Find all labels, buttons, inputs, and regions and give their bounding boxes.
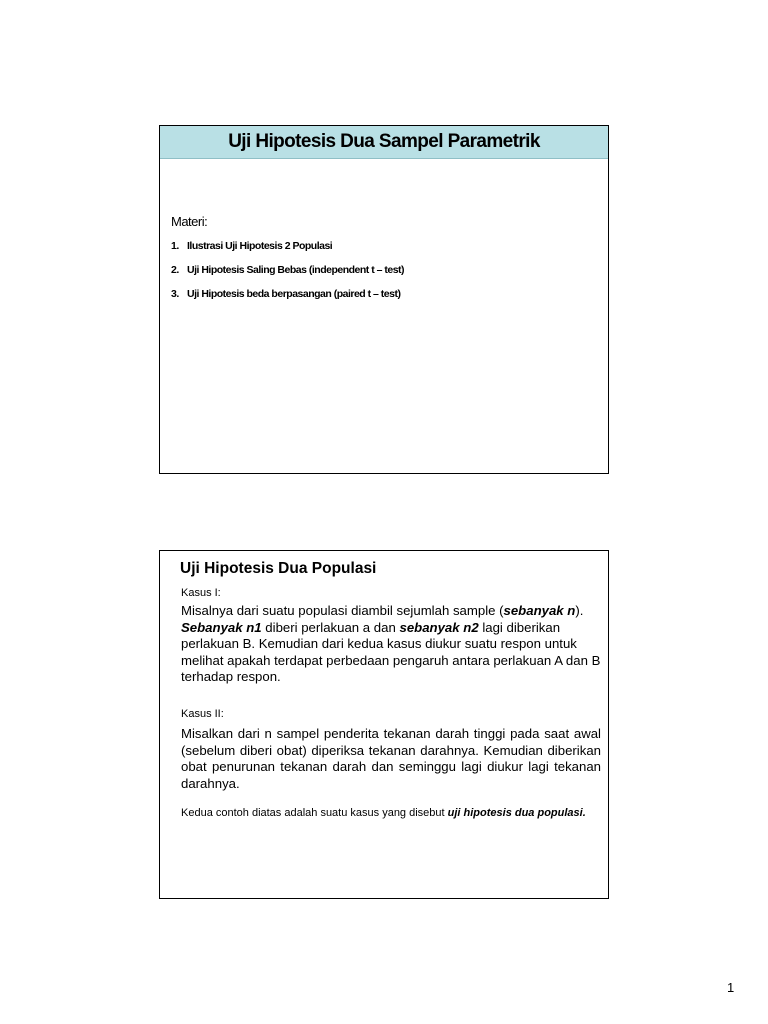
materi-label: Materi: (171, 214, 208, 229)
conclusion-emphasis: uji hipotesis dua populasi. (447, 807, 586, 820)
slide-2-content (180, 551, 601, 820)
conclusion-note (181, 806, 601, 820)
slide-2 (159, 550, 609, 899)
kasus-1-text: Misalnya dari suatu populasi diambil sejumlah sample ( (181, 603, 504, 618)
topic-text: Ilustrasi Uji Hipotesis 2 Populasi (187, 240, 333, 252)
slide-2-title: Uji Hipotesis Dua Populasi (180, 560, 377, 577)
kasus-1-paragraph (181, 603, 601, 686)
kasus-1-emphasis: sebanyak n2 (399, 619, 479, 635)
kasus-1-text: diberi perlakuan a dan (261, 619, 400, 635)
slide-1 (159, 125, 609, 474)
kasus-1-emphasis: sebanyak n (503, 603, 576, 618)
kasus-1-text: lagi diberikan perlakuan B. Kemudian dari kedua kasus diukur suatu respon untuk melihat apakah terdapat perbedaan pengaruh antara perlakuan A dan B terhadap respon. (181, 619, 601, 685)
kasus-1-label: Kasus I: (181, 587, 221, 599)
topic-item (171, 263, 404, 287)
topic-text: Uji Hipotesis beda berpasangan (paired t – test) (187, 288, 401, 300)
slide-1-title: Uji Hipotesis Dua Sampel Parametrik (228, 131, 540, 152)
topic-list (171, 239, 404, 311)
kasus-2-label: Kasus II: (181, 707, 224, 720)
topic-number: 1. (171, 240, 179, 252)
kasus-2-paragraph: Misalkan dari n sampel penderita tekanan darah tinggi pada saat awal (sebelum diberi obat) diperiksa tekanan darahnya. Kemudian diberikan obat penurunan tekanan darah dan seminggu lagi diukur lagi tekanan darahnya. (181, 725, 601, 791)
topic-number: 3. (171, 288, 179, 300)
kasus-1-emphasis: Sebanyak n1 (181, 619, 262, 635)
slide-1-title-bar (160, 126, 608, 159)
topic-item (171, 239, 404, 263)
topic-text: Uji Hipotesis Saling Bebas (independent t – test) (187, 264, 405, 276)
topic-item (171, 287, 404, 311)
conclusion-text: Kedua contoh diatas adalah suatu kasus yang disebut (181, 807, 448, 820)
topic-number: 2. (171, 264, 179, 276)
page-number: 1 (727, 980, 735, 995)
kasus-1-text: ). (575, 603, 584, 618)
